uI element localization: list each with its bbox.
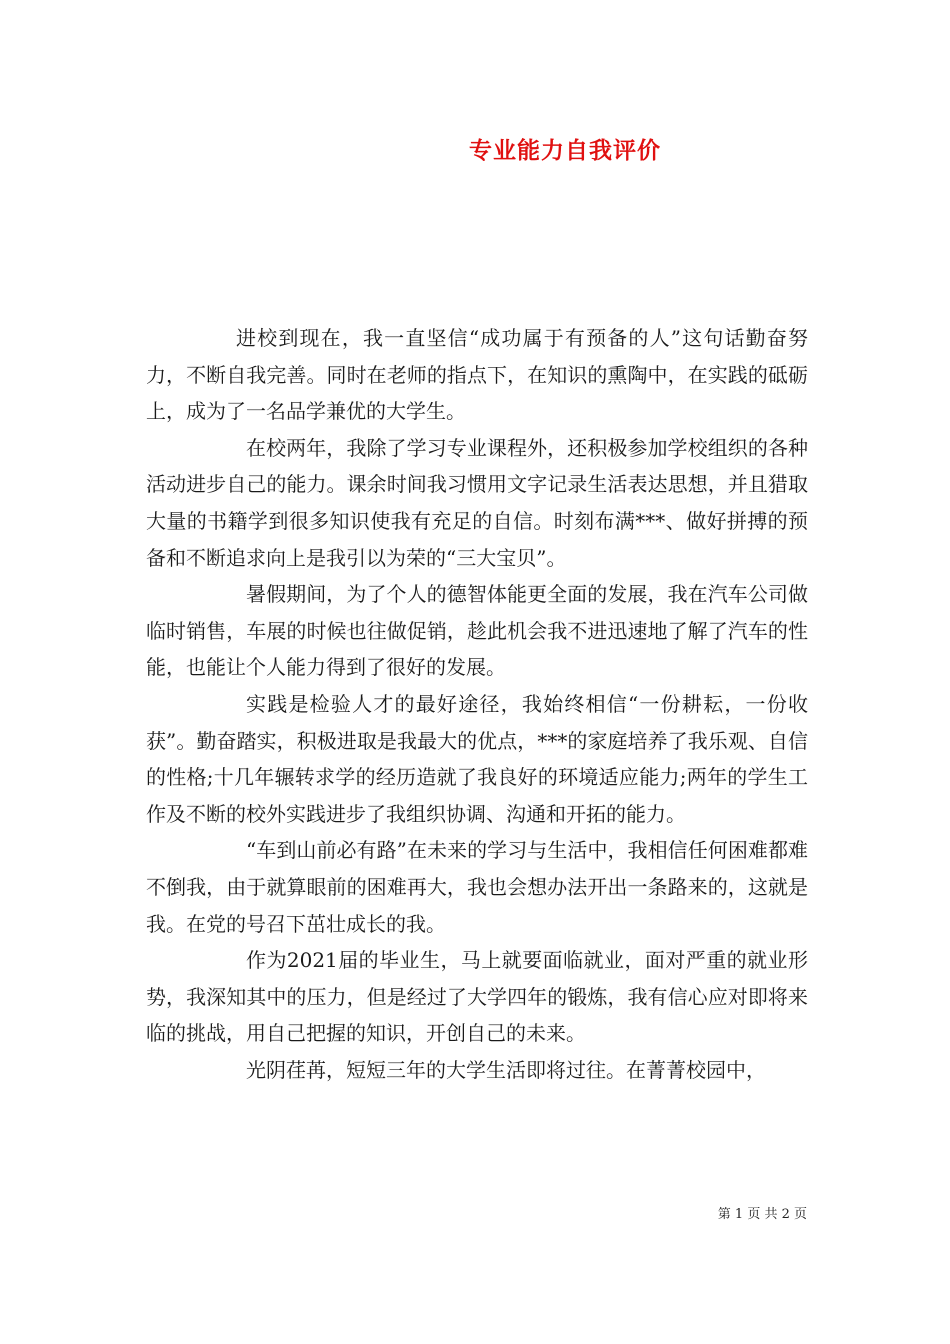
page-number: 第 1 页 共 2 页 (717, 1207, 807, 1222)
paragraph-2: 在校两年，我除了学习专业课程外，还积极参加学校组织的各种活动进步自己的能力。课余时间我习惯用文字记录生活表达思想，并且猎取大量的书籍学到很多知识使我有充足的自信。时刻布满***、做好拼搏的预备和不断追求向上是我引以为荣的“三大宝贝”。 (146, 435, 808, 570)
paragraph-7: 光阴荏苒，短短三年的大学生活即将过往。在菁菁校园中， (246, 1057, 766, 1082)
paragraph-6: 作为2021届的毕业生，马上就要面临就业，面对严重的就业形势，我深知其中的压力，但是经过了大学四年的锻炼，我有信心应对即将来临的挑战，用自己把握的知识，开创自己的未来。 (146, 948, 808, 1046)
paragraph-1: 进校到现在，我一直坚信“成功属于有预备的人”这句话勤奋努力，不断自我完善。同时在老师的指点下，在知识的熏陶中，在实践的砥砺上，成为了一名品学兼优的大学生。 (146, 326, 808, 424)
document-title: 专业能力自我评价 (469, 137, 661, 164)
paragraph-3: 暑假期间，为了个人的德智体能更全面的发展，我在汽车公司做临时销售，车展的时候也往做促销，趁此机会我不进迅速地了解了汽车的性能，也能让个人能力得到了很好的发展。 (146, 582, 808, 680)
paragraph-4: 实践是检验人才的最好途径，我始终相信“一份耕耘，一份收获”。勤奋踏实，积极进取是我最大的优点，***的家庭培养了我乐观、自信的性格;十几年辗转求学的经历造就了我良好的环境适应能力;两年的学生工作及不断的校外实践进步了我组织协调、沟通和开拓的能力。 (146, 691, 808, 826)
document-body (146, 320, 808, 1088)
paragraph-5: “车到山前必有路”在未来的学习与生活中，我相信任何困难都难不倒我，由于就算眼前的困难再大，我也会想办法开出一条路来的，这就是我。在党的号召下茁壮成长的我。 (146, 838, 808, 936)
